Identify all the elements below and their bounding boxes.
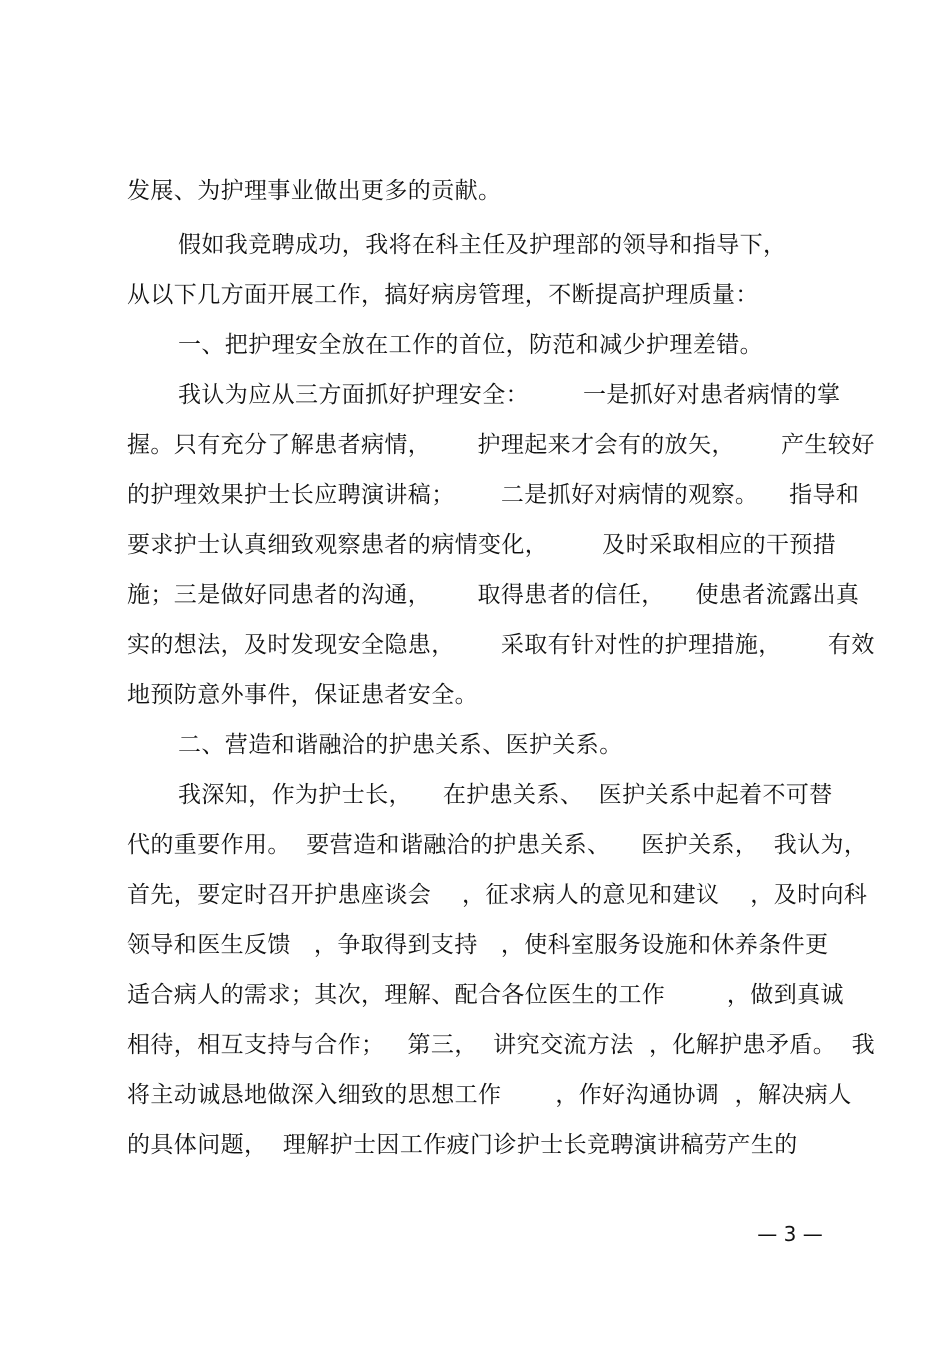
text-line: 的护理效果护士长应聘演讲稿； 二是抓好对病情的观察。 指导和	[127, 482, 860, 508]
section-heading: 二、营造和谐融洽的护患关系、医护关系。	[178, 732, 623, 758]
text-line: 从以下几方面开展工作，搞好病房管理，不断提高护理质量：	[127, 282, 759, 308]
text-line: 要求护士认真细致观察患者的病情变化， 及时采取相应的干预措	[127, 532, 837, 558]
section-heading: 一、把护理安全放在工作的首位，防范和减少护理差错。	[178, 332, 763, 358]
text-line: 将主动诚恳地做深入细致的思想工作 ，作好沟通协调 ，解决病人	[127, 1082, 852, 1108]
text-line: 地预防意外事件，保证患者安全。	[127, 682, 478, 708]
page-number: — 3 —	[757, 1222, 823, 1246]
text-line: 领导和医生反馈 ，争取得到支持 ，使科室服务设施和休养条件更	[127, 932, 829, 958]
text-line: 适合病人的需求；其次，理解、配合各位医生的工作 ，做到真诚	[127, 982, 844, 1008]
paragraph-first-line: 假如我竞聘成功，我将在科主任及护理部的领导和指导下，	[178, 232, 787, 258]
text-line: 施；三是做好同患者的沟通， 取得患者的信任， 使患者流露出真	[127, 582, 860, 608]
text-line: 相待，相互支持与合作； 第三， 讲究交流方法 ，化解护患矛盾。 我	[127, 1032, 875, 1058]
text-line: 代的重要作用。 要营造和谐融洽的护患关系、 医护关系， 我认为，	[127, 832, 868, 858]
text-line: 实的想法，及时发现安全隐患， 采取有针对性的护理措施， 有效	[127, 632, 875, 658]
text-line: 首先，要定时召开护患座谈会 ，征求病人的意见和建议 ，及时向科	[127, 882, 868, 908]
text-line: 的具体问题， 理解护士因工作疲门诊护士长竞聘演讲稿劳产生的	[127, 1132, 798, 1158]
paragraph-first-line: 我认为应从三方面抓好护理安全： 一是抓好对患者病情的掌	[178, 382, 841, 408]
text-line: 握。只有充分了解患者病情， 护理起来才会有的放矢， 产生较好	[127, 432, 875, 458]
text-line: 发展、为护理事业做出更多的贡献。	[127, 178, 502, 204]
paragraph-first-line: 我深知，作为护士长， 在护患关系、 医护关系中起着不可替	[178, 782, 833, 808]
